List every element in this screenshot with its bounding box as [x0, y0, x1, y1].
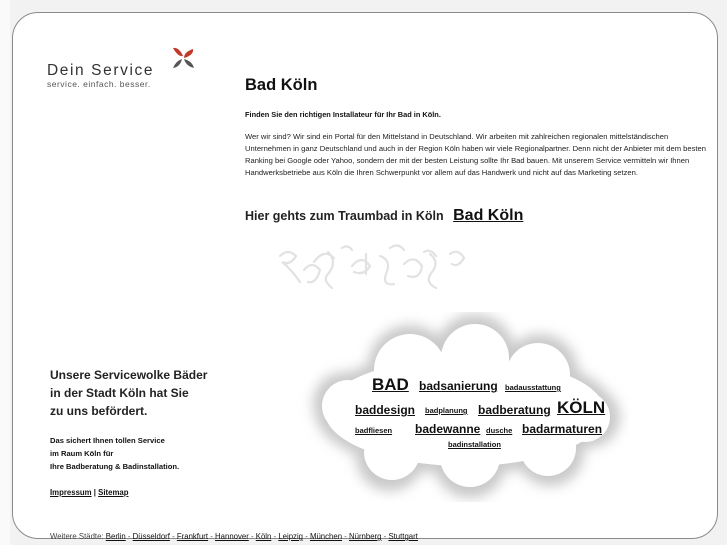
footer-cities: Weitere Städte: Berlin - Düsseldorf - Frankfurt - Hannover - Köln - Leipzig - München - Nürnberg - Stuttgart — [50, 532, 418, 541]
heading-line: zu uns befördert. — [50, 404, 148, 418]
footer-prefix: Weitere Städte: — [50, 532, 104, 541]
city-link-duesseldorf[interactable]: Düsseldorf — [132, 532, 170, 541]
sub-line: im Raum Köln für — [50, 449, 114, 458]
lead-text: Finden Sie den richtigen Installateur für Ihr Bad in Köln. — [245, 110, 441, 119]
city-link-nuernberg[interactable]: Nürnberg — [348, 532, 382, 541]
heading-line: Unsere Servicewolke Bäder — [50, 368, 208, 382]
cta-link-bad-koeln[interactable]: Bad Köln — [453, 207, 524, 224]
logo-tagline: service. einfach. besser. — [47, 79, 151, 89]
tag-badinstallation[interactable]: badinstallation — [448, 440, 501, 449]
sub-line: Das sichert Ihnen tollen Service — [50, 436, 165, 445]
tag-badarmaturen[interactable]: badarmaturen — [522, 422, 603, 436]
tag-badberatung[interactable]: badberatung — [478, 403, 551, 417]
city-link-hannover[interactable]: Hannover — [215, 532, 249, 541]
tag-badsanierung[interactable]: badsanierung — [419, 379, 498, 393]
tag-badplanung[interactable]: badplanung — [425, 406, 468, 415]
impressum-link[interactable]: Impressum — [50, 488, 92, 497]
decorative-script-watermark — [270, 236, 470, 308]
left-edge — [0, 0, 10, 545]
intro-paragraph: Wer wir sind? Wir sind ein Portal für den Mittelstand in Deutschland. Wir arbeiten mit zahlreichen regionalen mittelständischen Unternehmen in ganz Deutschland und auch in der Region Köln haben wir viele Regionalpartner. Denn nicht der Anbieter mit dem besten Ranking bei Google oder Yahoo, sondern der mit der besten Leistung sollte Ihr Bad bauen. Mit unserem Service vermitteln wir Ihnen Handwerksbetriebe aus Köln die Ihren Schwerpunkt vor allem auf das Handwerk und nicht auf das Marketing setzen. — [245, 132, 706, 177]
tag-bad[interactable]: BAD — [372, 375, 409, 394]
city-link-leipzig[interactable]: Leipzig — [278, 532, 304, 541]
cta-text: Hier gehts zum Traumbad in Köln — [245, 209, 444, 223]
cta-line — [245, 207, 523, 225]
city-link-frankfurt[interactable]: Frankfurt — [176, 532, 209, 541]
servicewolke-subtext — [50, 434, 179, 473]
page-title: Bad Köln — [245, 76, 318, 94]
city-link-berlin[interactable]: Berlin — [105, 532, 126, 541]
city-link-muenchen[interactable]: München — [309, 532, 343, 541]
servicewolke-heading — [50, 366, 207, 420]
tag-baddesign[interactable]: baddesign — [355, 403, 416, 417]
footer-links — [50, 488, 128, 497]
tag-badfliesen[interactable]: badfliesen — [355, 426, 393, 435]
tag-koeln[interactable]: KÖLN — [557, 398, 606, 417]
tag-badausstattung[interactable]: badausstattung — [505, 383, 561, 392]
sitemap-link[interactable]: Sitemap — [98, 488, 129, 497]
link-separator: | — [93, 488, 96, 497]
city-link-koeln[interactable]: Köln — [255, 532, 272, 541]
logo-title: Dein Service — [47, 62, 155, 79]
logo-x-icon — [170, 45, 196, 71]
sub-line: Ihre Badberatung & Badinstallation. — [50, 462, 180, 471]
city-link-stuttgart[interactable]: Stuttgart — [388, 532, 418, 541]
tag-dusche[interactable]: dusche — [486, 426, 513, 435]
heading-line: in der Stadt Köln hat Sie — [50, 386, 189, 400]
tag-badewanne[interactable]: badewanne — [415, 422, 481, 436]
logo[interactable] — [47, 62, 154, 89]
